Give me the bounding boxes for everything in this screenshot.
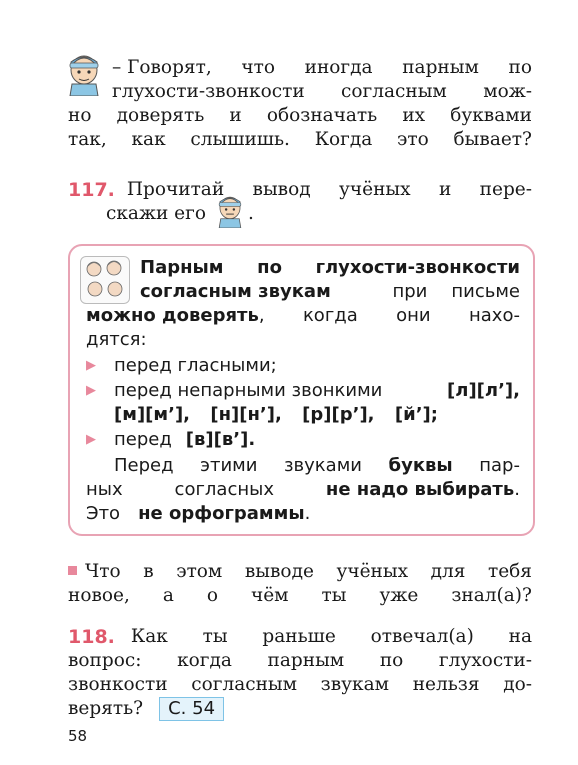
- question-marker: [68, 560, 85, 584]
- rule-text: этими: [200, 455, 258, 476]
- ex118-word: отвечал(а): [370, 626, 474, 647]
- sound-notation: [н][н’],: [210, 404, 282, 425]
- intro-word: так,: [68, 129, 107, 150]
- rule-text: согласных: [174, 479, 274, 500]
- rule-text: .: [514, 479, 520, 500]
- rule-bold-word: Парным: [140, 257, 224, 278]
- page-number: 58: [68, 727, 88, 745]
- rule-bullet-2-cont: [114, 403, 438, 427]
- intro-word: доверять: [116, 105, 205, 126]
- rule-word: письме: [451, 281, 520, 302]
- intro-line-3: [68, 104, 532, 128]
- rule-bullet-3: [86, 428, 520, 452]
- rule-text: ,: [258, 305, 265, 326]
- ex118-word: согласным: [191, 674, 298, 695]
- rule-text: перед непарными звонкими: [114, 380, 383, 401]
- rule-bullet-2: [86, 379, 520, 403]
- intro-word: – Говорят,: [112, 57, 212, 78]
- ex117-line-1: [68, 178, 532, 202]
- rule-para-line-2: [86, 478, 520, 502]
- rule-text: Это: [86, 503, 121, 524]
- question-line-1: [68, 560, 532, 584]
- rule-text: когда: [302, 305, 358, 326]
- period: .: [247, 203, 254, 224]
- boy-retell-icon: [216, 194, 244, 228]
- intro-word: иногда: [304, 57, 373, 78]
- ex117-word: пере-: [479, 179, 532, 200]
- ex118-word: глухости-: [438, 650, 532, 671]
- ex118-word: нельзя: [412, 674, 480, 695]
- ex117-word: учёных: [339, 179, 411, 200]
- intro-word: бывает?: [453, 129, 532, 150]
- question-word: а: [162, 585, 174, 606]
- question-word: ты: [321, 585, 347, 606]
- question-word: уже: [379, 585, 419, 606]
- ex118-word: когда: [177, 650, 232, 671]
- question-word: тебя: [487, 561, 532, 582]
- rule-bold: можно доверять: [86, 305, 259, 326]
- intro-line-2: [112, 80, 532, 104]
- intro-word: Когда: [314, 129, 373, 150]
- rule-word: при: [392, 281, 428, 302]
- intro-word: глухости-звонкости: [112, 81, 305, 102]
- rule-bullet-1: [86, 354, 520, 378]
- sound-notation: [в][в’].: [185, 429, 256, 450]
- ex118-word: на: [508, 626, 532, 647]
- intro-word: согласным: [341, 81, 447, 102]
- rule-line-3: [86, 304, 520, 328]
- ex118-line-2: [68, 649, 532, 673]
- ex117-line-2: [106, 202, 532, 236]
- intro-word: по: [508, 57, 532, 78]
- rule-text: они: [396, 305, 431, 326]
- sound-notation: [м][м’],: [114, 404, 191, 425]
- question-word: этом: [176, 561, 223, 582]
- intro-word: это: [397, 129, 429, 150]
- rule-bold: не надо выбирать: [325, 479, 515, 500]
- question-word: новое,: [68, 585, 130, 606]
- question-word: Что: [85, 561, 121, 582]
- intro-word: их: [402, 105, 426, 126]
- intro-word: слышишь.: [190, 129, 290, 150]
- sound-notation: [л][л’],: [447, 380, 520, 401]
- exercise-number: 118.: [68, 626, 115, 648]
- intro-word: парным: [402, 57, 479, 78]
- rule-text: ных: [86, 479, 123, 500]
- bullet-arrow-icon: ▶: [86, 383, 96, 398]
- rule-text: звуками: [283, 455, 362, 476]
- ex117-word: вывод: [252, 179, 311, 200]
- rule-text: Перед: [114, 455, 174, 476]
- intro-word: как: [131, 129, 166, 150]
- question-word: выводе: [244, 561, 314, 582]
- rule-text: .: [304, 503, 311, 524]
- intro-line-4: [68, 128, 532, 152]
- rule-text: перед: [114, 429, 172, 450]
- rule-bold-word: глухости-звонкости: [315, 257, 520, 278]
- ex118-line-3: [68, 673, 532, 697]
- ex118-line-1: [68, 625, 532, 649]
- rule-para-line-3: [86, 502, 520, 526]
- rule-bold: буквы: [388, 455, 453, 476]
- rule-box: [68, 244, 535, 536]
- ex118-word: ты: [202, 626, 228, 647]
- rule-para-line-1: [114, 454, 520, 478]
- ex117-word: и: [438, 179, 452, 200]
- ex118-word: звукам: [320, 674, 390, 695]
- question-word: знал(а)?: [451, 585, 532, 606]
- ex118-line-4: [68, 697, 532, 721]
- intro-word: что: [241, 57, 275, 78]
- sound-notation: [р][р’],: [302, 404, 375, 425]
- question-line-2: [68, 584, 532, 608]
- intro-word: но: [68, 105, 92, 126]
- ex118-word: вопрос:: [68, 650, 142, 671]
- rule-line-4: [86, 328, 520, 352]
- exercise-number: 117.: [68, 179, 115, 201]
- boy-character-icon: [66, 52, 102, 96]
- ex118-word: звонкости: [68, 674, 168, 695]
- ex118-word: парным: [267, 650, 345, 671]
- intro-line-1: [112, 56, 532, 80]
- intro-word: буквами: [450, 105, 532, 126]
- intro-word: мож-: [483, 81, 532, 102]
- question-word: в: [143, 561, 154, 582]
- ex118-word: до-: [503, 674, 532, 695]
- rule-bold: не орфограммы: [138, 503, 305, 524]
- ex118-word: Как: [130, 626, 168, 647]
- ex117-text: скажи его: [106, 203, 206, 224]
- rule-text: пар-: [479, 455, 520, 476]
- ex118-word: по: [379, 650, 404, 671]
- rule-bold: согласным звукам: [140, 281, 331, 302]
- ex117-word: Прочитай: [126, 179, 225, 200]
- rule-text: дятся:: [86, 329, 147, 350]
- question-word: чём: [250, 585, 289, 606]
- rule-line-1: [140, 256, 520, 280]
- rule-text: нахо-: [469, 305, 520, 326]
- bullet-arrow-icon: ▶: [86, 432, 96, 447]
- page-reference-link[interactable]: С. 54: [159, 697, 224, 721]
- question-word: о: [206, 585, 218, 606]
- rule-line-2: [140, 280, 520, 304]
- intro-word: обозначать: [266, 105, 378, 126]
- rule-text: перед гласными;: [114, 355, 277, 376]
- sound-notation: [й’];: [394, 404, 438, 425]
- question-word: для: [430, 561, 466, 582]
- scientists-icon: [80, 256, 130, 304]
- question-word: учёных: [336, 561, 409, 582]
- bullet-arrow-icon: ▶: [86, 358, 96, 373]
- rule-bold-word: по: [257, 257, 282, 278]
- intro-word: и: [229, 105, 242, 126]
- ex118-word: раньше: [262, 626, 336, 647]
- ex118-text: верять?: [68, 698, 144, 719]
